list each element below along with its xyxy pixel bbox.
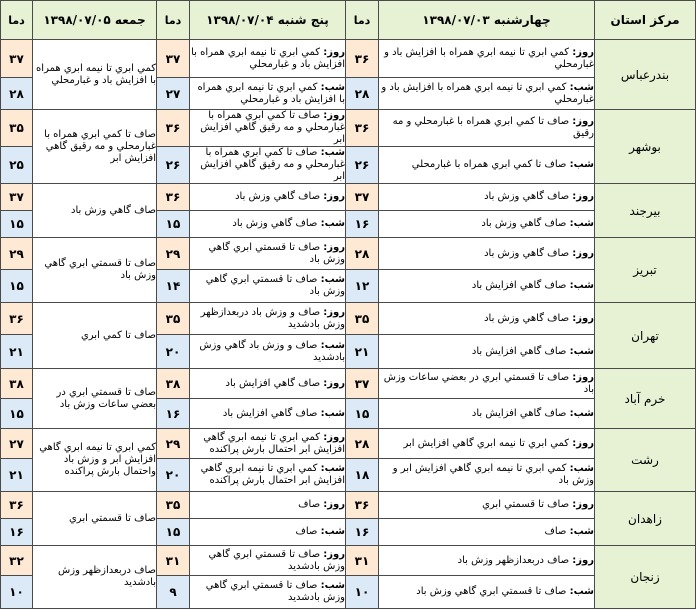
d3-forecast (33, 369, 157, 429)
d1-night-forecast (379, 399, 595, 429)
d1-min-temp: ۱۰ (346, 576, 379, 609)
d3-forecast (33, 492, 157, 546)
d1-max-temp: ۳۱ (346, 546, 379, 576)
city-name: زاهدان (595, 492, 696, 546)
city-name: رشت (595, 429, 696, 492)
d2-night-forecast (190, 399, 346, 429)
d1-max-temp: ۳۶ (346, 492, 379, 519)
forecast-text: کمي ابري تا نيمه ابري گاهي افزايش ابر و وزش باد واحتمال بارش پراکنده (39, 442, 156, 477)
d3-min-temp: ۱۶ (1, 519, 33, 546)
period-label: شب: (569, 526, 594, 537)
d2-day-forecast (190, 369, 346, 399)
forecast-text: کمي ابري تا نيمه ابري همراه با افزايش باد و غبارمحلي (384, 46, 594, 70)
period-label: شب: (320, 526, 345, 537)
d2-min-temp: ۲۷ (157, 78, 190, 110)
period-label: شب: (320, 218, 345, 229)
forecast-text: صاف تا قسمتي ابري گاهي وزش بادشديد (208, 548, 345, 572)
d1-min-temp: ۲۶ (346, 147, 379, 184)
forecast-text: صاف تا قسمتي ابري (68, 512, 156, 524)
city-row-day (1, 303, 696, 335)
period-label: شب: (569, 586, 594, 597)
forecast-text: صاف گاهي افزايش باد (222, 407, 318, 419)
d3-min-temp: ۱۵ (1, 399, 33, 429)
period-label: شب: (569, 218, 594, 229)
forecast-text: صاف و وزش باد گاهي وزش بادشديد (199, 339, 345, 363)
period-label: شب: (569, 280, 594, 291)
d1-min-temp: ۲۸ (346, 78, 379, 110)
forecast-text: صاف تا کمي ابري همراه با غبارمحلي و مه رقيق گاهي افزايش ابر (200, 147, 345, 182)
period-label: روز: (323, 377, 345, 389)
d2-day-forecast (190, 40, 346, 78)
period-label: روز: (572, 312, 594, 324)
period-label: روز: (323, 431, 345, 443)
d1-min-temp: ۱۶ (346, 519, 379, 546)
forecast-text: صاف تا کمي ابري همراه با غبارمحلي و مه رقيق گاهي افزايش ابر (44, 128, 156, 164)
d1-max-temp: ۲۸ (346, 429, 379, 459)
d1-day-forecast (379, 369, 595, 399)
d2-min-temp: ۱۵ (157, 211, 190, 238)
d2-max-temp: ۳۷ (157, 40, 190, 78)
d2-night-forecast (190, 270, 346, 303)
city-name: بندرعباس (595, 40, 696, 110)
forecast-text: کمي ابري تا نيمه ابري همراه با افزايش باد و غبارمحلي (191, 46, 345, 70)
city-name: تبريز (595, 238, 696, 303)
d3-forecast (33, 238, 157, 303)
d1-min-temp: ۱۸ (346, 459, 379, 492)
period-label: روز: (572, 554, 594, 566)
period-label: روز: (323, 548, 345, 560)
city-name: خرم آباد (595, 369, 696, 429)
d1-min-temp: ۱۵ (346, 399, 379, 429)
d3-min-temp: ۱۵ (1, 211, 33, 238)
header-center: مرکز استان (595, 1, 696, 40)
d1-night-forecast (379, 211, 595, 238)
forecast-text: صاف گاهي وزش باد (481, 218, 567, 229)
d2-day-forecast (190, 546, 346, 576)
city-row-day (1, 369, 696, 399)
period-label: روز: (572, 371, 594, 383)
d1-max-temp: ۳۶ (346, 40, 379, 78)
city-row-day (1, 184, 696, 211)
d2-day-forecast (190, 110, 346, 147)
d3-min-temp: ۱۰ (1, 576, 33, 609)
forecast-text: صاف گاهي وزش باد (70, 204, 156, 216)
d3-forecast (33, 110, 157, 184)
period-label: شب: (320, 274, 345, 285)
d1-min-temp: ۲۱ (346, 335, 379, 369)
forecast-text: صاف تا قسمتي ابري گاهي وزش باد (44, 258, 156, 281)
forecast-text: صاف (544, 526, 567, 537)
forecast-text: صاف تا قسمتي ابري گاهي وزش بادشديد (205, 580, 345, 603)
forecast-text: صاف گاهي افزايش باد (225, 377, 321, 389)
d2-min-temp: ۹ (157, 576, 190, 609)
d1-day-forecast (379, 40, 595, 78)
city-name: تهران (595, 303, 696, 369)
d1-min-temp: ۱۶ (346, 211, 379, 238)
d1-min-temp: ۱۲ (346, 270, 379, 303)
period-label: شب: (569, 159, 594, 170)
forecast-text: صاف تا قسمتي ابري گاهي وزش باد (208, 241, 345, 265)
d2-night-forecast (190, 576, 346, 609)
city-name: زنجان (595, 546, 696, 609)
header-row (1, 1, 696, 40)
forecast-text: صاف گاهي وزش باد (484, 312, 570, 324)
forecast-text: صاف گاهي وزش باد (232, 218, 318, 229)
forecast-text: کمي ابري تا نيمه ابري گاهي افزايش ابر احتمال بارش پراکنده (200, 463, 345, 486)
period-label: روز: (572, 247, 594, 259)
d2-night-forecast (190, 78, 346, 110)
forecast-text: کمي ابري تا نيمه ابري همراه با افزايش باد و غبارمحلي (197, 81, 345, 105)
city-row-day (1, 238, 696, 270)
city-row-day (1, 110, 696, 147)
period-label: شب: (320, 339, 345, 351)
period-label: شب: (569, 407, 594, 419)
period-label: روز: (323, 241, 345, 253)
d2-max-temp: ۲۹ (157, 238, 190, 270)
d1-max-temp: ۲۸ (346, 238, 379, 270)
d3-min-temp: ۲۱ (1, 459, 33, 492)
period-label: روز: (572, 437, 594, 449)
d3-max-temp: ۳۶ (1, 492, 33, 519)
d2-night-forecast (190, 335, 346, 369)
forecast-text: صاف دربعدازظهر وزش بادشديد (58, 565, 156, 588)
forecast-text: صاف تا کمي ابري (80, 329, 156, 341)
d3-min-temp: ۲۱ (1, 335, 33, 369)
d2-night-forecast (190, 519, 346, 546)
d3-max-temp: ۳۷ (1, 184, 33, 211)
period-label: شب: (320, 81, 345, 93)
forecast-body (1, 40, 696, 609)
forecast-text: کمي ابري تا نيمه ابري گاهي افزايش ابر احتمال بارش پراکنده (203, 431, 345, 455)
period-label: روز: (323, 499, 345, 510)
period-label: شب: (320, 580, 345, 591)
forecast-text: صاف گاهي افزايش باد (471, 345, 567, 357)
period-label: روز: (572, 499, 594, 510)
d3-max-temp: ۳۶ (1, 303, 33, 335)
header-temp-day3: دما (1, 1, 33, 40)
d1-night-forecast (379, 78, 595, 110)
d2-max-temp: ۳۱ (157, 546, 190, 576)
d3-min-temp: ۱۵ (1, 270, 33, 303)
period-label: روز: (323, 46, 345, 58)
period-label: شب: (320, 463, 345, 474)
period-label: شب: (569, 345, 594, 357)
period-label: شب: (320, 407, 345, 419)
period-label: روز: (323, 110, 345, 121)
d1-night-forecast (379, 270, 595, 303)
forecast-text: صاف تا کمي ابري همراه با غبارمحلي و مه رقيق (392, 116, 594, 139)
d3-forecast (33, 429, 157, 492)
d1-day-forecast (379, 492, 595, 519)
forecast-text: کمي ابري تا نيمه ابري گاهي افزايش ابر و وزش باد (392, 463, 594, 486)
d1-night-forecast (379, 576, 595, 609)
forecast-text: صاف تا قسمتي ابري گاهي وزش باد (416, 586, 567, 597)
d2-min-temp: ۱۵ (157, 519, 190, 546)
period-label: روز: (323, 191, 345, 202)
d1-max-temp: ۳۷ (346, 184, 379, 211)
forecast-text: صاف (298, 499, 321, 510)
d1-night-forecast (379, 147, 595, 184)
d3-max-temp: ۳۷ (1, 40, 33, 78)
d2-min-temp: ۲۶ (157, 147, 190, 184)
d1-night-forecast (379, 519, 595, 546)
d2-min-temp: ۱۴ (157, 270, 190, 303)
period-label: شب: (569, 463, 594, 474)
d3-min-temp: ۲۸ (1, 78, 33, 110)
city-row-day (1, 429, 696, 459)
d2-min-temp: ۲۰ (157, 335, 190, 369)
d2-day-forecast (190, 429, 346, 459)
period-label: روز: (572, 46, 594, 58)
d3-forecast (33, 546, 157, 609)
d2-max-temp: ۲۹ (157, 429, 190, 459)
d2-min-temp: ۱۶ (157, 399, 190, 429)
d2-day-forecast (190, 238, 346, 270)
period-label: روز: (323, 306, 345, 318)
forecast-text: صاف (295, 526, 318, 537)
city-row-day (1, 492, 696, 519)
d3-max-temp: ۳۸ (1, 369, 33, 399)
header-temp-day2: دما (157, 1, 190, 40)
d2-night-forecast (190, 459, 346, 492)
city-row-day (1, 546, 696, 576)
city-name: بوشهر (595, 110, 696, 184)
period-label: شب: (569, 81, 594, 93)
d2-night-forecast (190, 211, 346, 238)
d1-max-temp: ۳۷ (346, 369, 379, 399)
forecast-text: صاف گاهي افزايش باد (471, 280, 567, 291)
forecast-text: صاف گاهي وزش باد (484, 191, 570, 202)
d3-min-temp: ۲۵ (1, 147, 33, 184)
forecast-text: صاف تا کمي ابري همراه با غبارمحلي و مه رقيق گاهي افزايش ابر (200, 110, 345, 145)
d1-night-forecast (379, 459, 595, 492)
city-name: بيرجند (595, 184, 696, 238)
d1-day-forecast (379, 546, 595, 576)
d2-max-temp: ۳۵ (157, 303, 190, 335)
d2-day-forecast (190, 492, 346, 519)
d2-max-temp: ۳۸ (157, 369, 190, 399)
d3-forecast (33, 40, 157, 110)
forecast-text: صاف تا قسمتي ابري در بعضي ساعات وزش باد (383, 371, 594, 395)
d1-night-forecast (379, 335, 595, 369)
d1-day-forecast (379, 238, 595, 270)
forecast-text: کمي ابري تا نيمه ابري گاهي افزايش ابر (403, 437, 570, 449)
d1-day-forecast (379, 184, 595, 211)
d1-day-forecast (379, 110, 595, 147)
forecast-text: کمي ابري تا نيمه ابري همراه با افزايش باد و غبارمحلي (381, 81, 594, 105)
forecast-text: صاف گاهي وزش باد (484, 247, 570, 259)
d2-max-temp: ۳۶ (157, 184, 190, 211)
header-day1: چهارشنبه ۱۳۹۸/۰۷/۰۳ (379, 1, 595, 40)
d3-max-temp: ۳۵ (1, 110, 33, 147)
d1-day-forecast (379, 303, 595, 335)
d2-night-forecast (190, 147, 346, 184)
city-row-day (1, 40, 696, 78)
d3-max-temp: ۲۷ (1, 429, 33, 459)
d3-forecast (33, 303, 157, 369)
d3-forecast (33, 184, 157, 238)
forecast-text: صاف تا کمي ابري همراه با غبارمحلي (411, 159, 567, 170)
d2-day-forecast (190, 303, 346, 335)
forecast-text: صاف تا قسمتي ابري گاهي وزش باد (205, 274, 345, 297)
forecast-text: صاف گاهي افزايش باد (471, 407, 567, 419)
d3-max-temp: ۳۲ (1, 546, 33, 576)
forecast-text: صاف و وزش باد دربعدازظهر وزش بادشديد (200, 306, 345, 330)
forecast-text: صاف تا قسمتي ابري (482, 499, 570, 510)
header-temp-day1: دما (346, 1, 379, 40)
forecast-text: صاف گاهي وزش باد (235, 191, 321, 202)
d2-day-forecast (190, 184, 346, 211)
header-day3: جمعه ۱۳۹۸/۰۷/۰۵ (33, 1, 157, 40)
d3-max-temp: ۲۹ (1, 238, 33, 270)
d1-day-forecast (379, 429, 595, 459)
d2-max-temp: ۳۵ (157, 492, 190, 519)
period-label: روز: (572, 191, 594, 202)
d2-max-temp: ۳۶ (157, 110, 190, 147)
d2-min-temp: ۲۰ (157, 459, 190, 492)
period-label: روز: (572, 116, 594, 127)
forecast-text: صاف تا قسمتي ابري در بعضي ساعات وزش باد (56, 386, 156, 410)
header-day2: پنج شنبه ۱۳۹۸/۰۷/۰۴ (190, 1, 346, 40)
forecast-text: کمي ابري تا نيمه ابري همراه با افزايش باد و غبارمحلي (36, 62, 156, 86)
d1-max-temp: ۳۶ (346, 110, 379, 147)
d1-max-temp: ۳۵ (346, 303, 379, 335)
forecast-text: صاف دربعدازظهر وزش باد (457, 554, 570, 566)
period-label: شب: (320, 147, 345, 158)
